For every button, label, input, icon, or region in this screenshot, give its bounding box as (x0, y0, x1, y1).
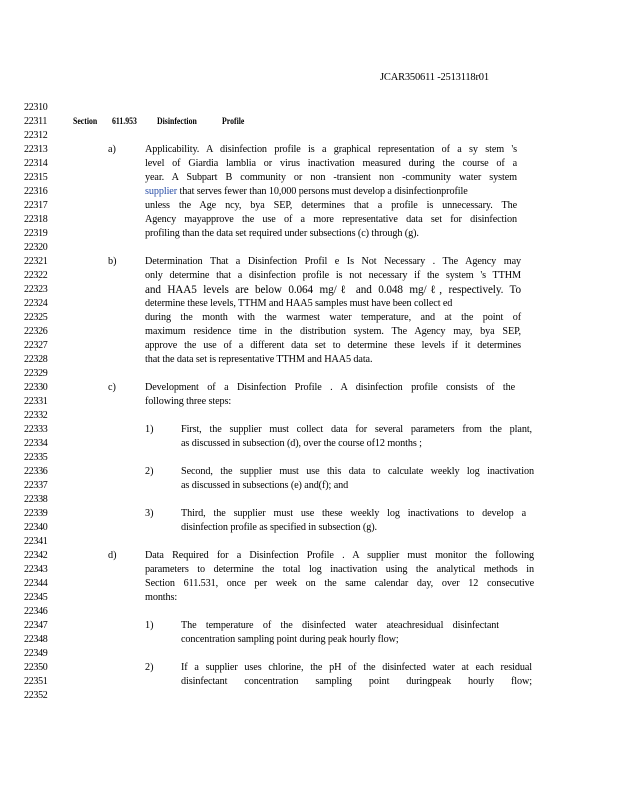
paragraph-a-text (145, 143, 517, 241)
paragraph-b-line: and HAA5 levels are below 0.064 mg/ℓ and 0.048 mg/ℓ, respectively. To (145, 284, 521, 296)
line-number: 22334 (24, 438, 48, 449)
paragraph-b-line: determine these levels, TTHM and HAA5 samples must have been collect ed (145, 298, 453, 309)
line-number: 22351 (24, 676, 48, 687)
item-1-text (181, 619, 499, 647)
supplier-word: supplier (145, 186, 178, 197)
item-line: If a supplier uses chlorine, the pH of the disinfected water at each residual (181, 662, 532, 673)
line-number: 22324 (24, 298, 48, 309)
step-1-text (181, 423, 532, 451)
step-line: Third, the supplier must use these weekly log inactivations to develop a (181, 508, 526, 519)
paragraph-d-line: Data Required for a Disinfection Profile . A supplier must monitor the following (145, 550, 534, 561)
line-number: 22326 (24, 326, 48, 337)
paragraph-c-line: following three steps: (145, 396, 232, 407)
line-number: 22341 (24, 536, 48, 547)
line-number: 22333 (24, 424, 48, 435)
line-number: 22347 (24, 620, 48, 631)
paragraph-c-text (145, 381, 515, 409)
paragraph-b-line: maximum residence time in the distribution system. The Agency may, bya SEP, (145, 326, 521, 337)
line-number: 22311 (24, 116, 48, 127)
line-number: 22342 (24, 550, 48, 561)
paragraph-b-label: b) (108, 256, 117, 267)
paragraph-c-line: Development of a Disinfection Profile . A disinfection profile consists of the (145, 382, 515, 393)
line-number: 22335 (24, 452, 48, 463)
paragraph-a-line: level of Giardia lamblia or virus inactivation measured during the course of a (145, 158, 517, 169)
paragraph-d-line: parameters to determine the total log inactivation using the analytical methods in (145, 564, 534, 575)
paragraph-a-label: a) (108, 144, 116, 155)
section-title-profile: Profile (222, 117, 245, 127)
line-number: 22352 (24, 690, 48, 701)
paragraph-b-line: during the month with the warmest water temperature, and at the point of (145, 312, 521, 323)
step-1-label: 1) (145, 424, 154, 435)
item-2-label: 2) (145, 662, 154, 673)
line-number: 22318 (24, 214, 48, 225)
step-line: as discussed in subsections (e) and(f); and (181, 480, 349, 491)
step-2-label: 2) (145, 466, 154, 477)
line-number: 22330 (24, 382, 48, 393)
line-number: 22325 (24, 312, 48, 323)
line-number: 22331 (24, 396, 48, 407)
step-3-label: 3) (145, 508, 154, 519)
item-2-text (181, 661, 532, 689)
paragraph-d-line: months: (145, 592, 178, 603)
step-2-text (181, 465, 534, 493)
section-title-disinfection: Disinfection (157, 117, 197, 127)
line-number: 22313 (24, 144, 48, 155)
paragraph-b-line: only determine that a disinfection profile is not necessary if the system 's TTHM (145, 270, 521, 281)
line-number: 22319 (24, 228, 48, 239)
line-number: 22314 (24, 158, 48, 169)
line-number: 22348 (24, 634, 48, 645)
line-number: 22328 (24, 354, 48, 365)
line-number: 22322 (24, 270, 48, 281)
paragraph-a-line: year. A Subpart B community or non -transient non -community water system (145, 172, 517, 183)
paragraph-a-line-rest: that serves fewer than 10,000 persons must develop a disinfectionprofile (177, 186, 468, 197)
line-number: 22350 (24, 662, 48, 673)
paragraph-d-label: d) (108, 550, 117, 561)
paragraph-a-line (145, 185, 517, 199)
step-line: First, the supplier must collect data for several parameters from the plant, (181, 424, 532, 435)
line-number: 22321 (24, 256, 48, 267)
line-number: 22315 (24, 172, 48, 183)
document-id-header: JCAR350611 -2513118r01 (380, 72, 489, 83)
line-number: 22317 (24, 200, 48, 211)
line-number: 22340 (24, 522, 48, 533)
paragraph-b-line: that the data set is representative TTHM and HAA5 data. (145, 354, 373, 365)
line-number: 22310 (24, 102, 48, 113)
paragraph-b-line: approve the use of a different data set to determine these levels if it determines (145, 340, 521, 351)
step-3-text (181, 507, 526, 535)
line-numbers-column (24, 101, 48, 703)
line-number: 22349 (24, 648, 48, 659)
line-number: 22343 (24, 564, 48, 575)
step-line: Second, the supplier must use this data to calculate weekly log inactivation (181, 466, 534, 477)
line-number: 22344 (24, 578, 48, 589)
line-number: 22327 (24, 340, 48, 351)
paragraph-b-line: Determination That a Disinfection Profil e Is Not Necessary . The Agency may (145, 256, 521, 267)
section-number: 611.953 (112, 117, 137, 127)
line-number: 22316 (24, 186, 48, 197)
item-line: concentration sampling point during peak hourly flow; (181, 634, 399, 645)
line-number: 22320 (24, 242, 48, 253)
paragraph-c-label: c) (108, 382, 116, 393)
line-number: 22312 (24, 130, 48, 141)
line-number: 22339 (24, 508, 48, 519)
paragraph-b-text (145, 255, 521, 367)
paragraph-d-line: Section 611.531, once per week on the same calendar day, over 12 consecutive (145, 578, 534, 589)
line-number: 22332 (24, 410, 48, 421)
paragraph-a-line: unless the Age ncy, bya SEP, determines that a profile is unnecessary. The (145, 200, 517, 211)
item-line: The temperature of the disinfected water ateachresidual disinfectant (181, 620, 499, 631)
paragraph-a-line: Agency mayapprove the use of a more representative data set for disinfection (145, 214, 517, 225)
line-number: 22338 (24, 494, 48, 505)
paragraph-a-line: Applicability. A disinfection profile is a graphical representation of a sy stem 's (145, 144, 517, 155)
line-number: 22336 (24, 466, 48, 477)
paragraph-a-line: profiling than the data set required under subsections (c) through (g). (145, 228, 419, 239)
paragraph-d-text (145, 549, 534, 605)
step-line: as discussed in subsection (d), over the course of12 months ; (181, 438, 422, 449)
line-number: 22337 (24, 480, 48, 491)
item-line: disinfectant concentration sampling point duringpeak hourly flow; (181, 676, 532, 687)
line-number: 22329 (24, 368, 48, 379)
step-line: disinfection profile as specified in subsection (g). (181, 522, 377, 533)
section-word: Section (73, 117, 98, 127)
item-1-label: 1) (145, 620, 154, 631)
line-number: 22345 (24, 592, 48, 603)
line-number: 22346 (24, 606, 48, 617)
line-number: 22323 (24, 284, 48, 295)
